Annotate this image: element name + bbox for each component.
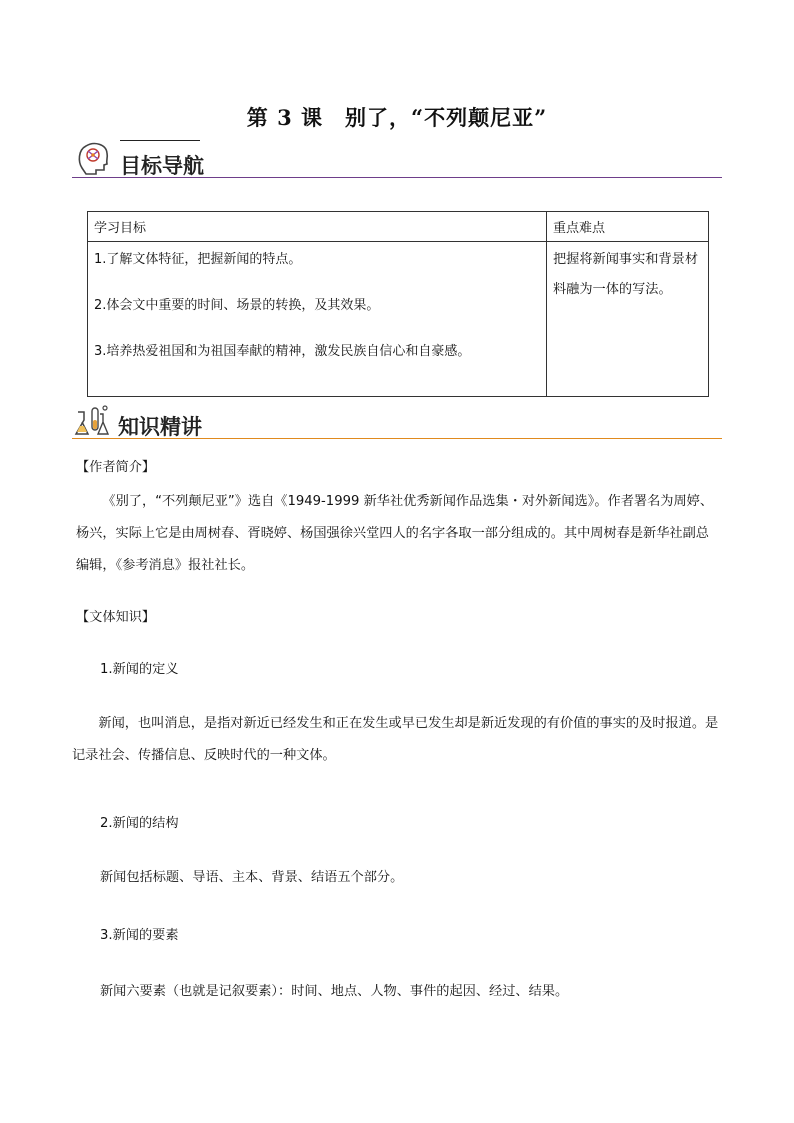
table-header-keypoints: 重点难点 bbox=[547, 212, 709, 242]
goal-item: 1.了解文体特征，把握新闻的特点。 bbox=[94, 252, 302, 267]
section-divider-knowledge bbox=[72, 438, 722, 439]
page-title: 第 3 课 别了，“不列颠尼亚” bbox=[246, 105, 548, 130]
brain-icon bbox=[74, 138, 114, 178]
key-points-text: 把握将新闻事实和背景材料融为一体的写法。 bbox=[553, 252, 699, 297]
section-title-goals: 目标导航 bbox=[120, 154, 204, 178]
goals-table bbox=[87, 211, 709, 397]
subheading-structure: 2.新闻的结构 bbox=[100, 816, 179, 831]
keypoints-cell bbox=[547, 242, 709, 397]
definition-paragraph: 新闻，也叫消息，是指对新近已经发生和正在发生或早已发生却是新近发现的有价值的事实的及时报道。是记录社会、传播信息、反映时代的一种文体。 bbox=[72, 716, 719, 763]
goal-item: 3.培养热爱祖国和为祖国奉献的精神，激发民族自信心和自豪感。 bbox=[94, 344, 471, 359]
header-accent-line bbox=[120, 140, 200, 141]
structure-paragraph: 新闻包括标题、导语、主本、背景、结语五个部分。 bbox=[100, 870, 404, 885]
subheading-elements: 3.新闻的要素 bbox=[100, 928, 179, 943]
subheading-definition: 1.新闻的定义 bbox=[100, 662, 179, 677]
author-paragraph: 《别了，“不列颠尼亚”》选自《1949-1999 新华社优秀新闻作品选集・对外新闻选》。作者署名为周婷、杨兴，实际上它是由周树春、胥晓婷、杨国强徐兴堂四人的名字各取一部分组成的。其中周树春是新华社副总编辑，《参考消息》报社社长。 bbox=[76, 494, 714, 573]
goal-item: 2.体会文中重要的时间、场景的转换，及其效果。 bbox=[94, 298, 380, 313]
section-title-knowledge: 知识精讲 bbox=[118, 415, 202, 439]
section-divider-goals bbox=[72, 177, 722, 178]
elements-paragraph: 新闻六要素（也就是记叙要素）：时间、地点、人物、事件的起因、经过、结果。 bbox=[100, 984, 569, 999]
table-header-goals: 学习目标 bbox=[88, 212, 547, 242]
flask-icon bbox=[72, 400, 112, 440]
author-heading: 【作者简介】 bbox=[76, 460, 156, 475]
genre-heading: 【文体知识】 bbox=[76, 610, 156, 625]
goals-cell bbox=[88, 242, 547, 397]
